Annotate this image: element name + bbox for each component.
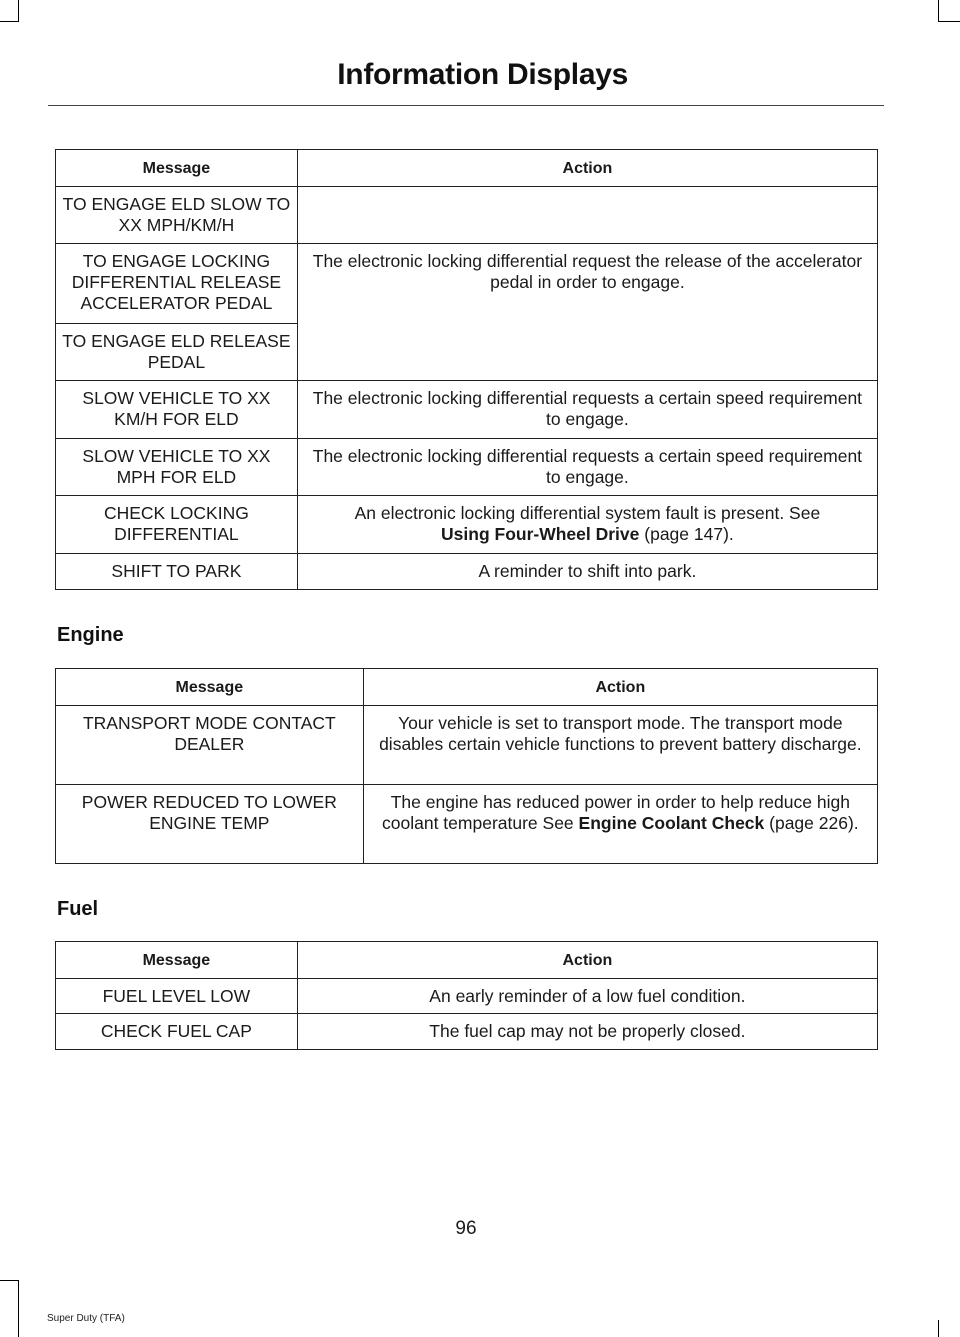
column-header-message: Message <box>56 942 298 979</box>
page-reference: (page 147). <box>639 524 734 544</box>
crop-mark <box>939 21 960 22</box>
column-header-message: Message <box>56 150 298 187</box>
table-row <box>56 244 878 324</box>
section-heading-engine: Engine <box>57 624 124 646</box>
action-cell: The electronic locking differential requests a certain speed requirement to engage. <box>297 439 877 496</box>
message-cell: CHECK FUEL CAP <box>56 1014 298 1050</box>
action-cell: Your vehicle is set to transport mode. The transport mode disables certain vehicle functions to prevent battery discharge. <box>363 706 877 785</box>
crop-mark <box>938 1320 939 1337</box>
message-table-eld <box>55 149 878 590</box>
message-cell: POWER REDUCED TO LOWER ENGINE TEMP <box>56 785 364 864</box>
table-row <box>56 187 878 244</box>
action-cell: The fuel cap may not be properly closed. <box>297 1014 877 1050</box>
message-cell: TO ENGAGE LOCKING DIFFERENTIAL RELEASE ACCELERATOR PEDAL <box>56 244 298 324</box>
table-row <box>56 1014 878 1050</box>
message-cell: TRANSPORT MODE CONTACT DEALER <box>56 706 364 785</box>
page-reference: (page 226). <box>764 813 859 833</box>
table-row <box>56 785 878 864</box>
action-cell: An early reminder of a low fuel condition. <box>297 979 877 1014</box>
footer-label: Super Duty (TFA) <box>47 1313 125 1324</box>
crop-mark <box>938 0 939 22</box>
table-row <box>56 979 878 1014</box>
message-cell: SHIFT TO PARK <box>56 554 298 590</box>
cross-reference-link[interactable]: Using Four-Wheel Drive <box>441 524 640 544</box>
action-cell <box>363 785 877 864</box>
message-cell: TO ENGAGE ELD SLOW TO XX MPH/KM/H <box>56 187 298 244</box>
column-header-action: Action <box>363 669 877 706</box>
action-cell: The electronic locking differential requests a certain speed requirement to engage. <box>297 381 877 439</box>
column-header-message: Message <box>56 669 364 706</box>
crop-mark <box>0 1280 18 1281</box>
message-table-engine <box>55 668 878 864</box>
crop-mark <box>18 0 19 22</box>
page-number: 96 <box>455 1218 477 1239</box>
action-cell <box>297 496 877 554</box>
table-row <box>56 706 878 785</box>
action-cell: A reminder to shift into park. <box>297 554 877 590</box>
column-header-action: Action <box>297 150 877 187</box>
message-cell: SLOW VEHICLE TO XX KM/H FOR ELD <box>56 381 298 439</box>
action-text: The engine has reduced power in order to help reduce high coolant temperature See <box>382 792 850 833</box>
crop-mark <box>18 1280 19 1337</box>
action-cell <box>297 187 877 244</box>
message-table-fuel <box>55 941 878 1050</box>
message-cell: FUEL LEVEL LOW <box>56 979 298 1014</box>
table-row <box>56 496 878 554</box>
section-heading-fuel: Fuel <box>57 898 99 920</box>
page-title: Information Displays <box>337 58 628 91</box>
header-divider <box>48 105 884 106</box>
crop-mark <box>0 21 18 22</box>
message-cell: SLOW VEHICLE TO XX MPH FOR ELD <box>56 439 298 496</box>
message-cell: CHECK LOCKING DIFFERENTIAL <box>56 496 298 554</box>
table-row <box>56 381 878 439</box>
message-cell: TO ENGAGE ELD RELEASE PEDAL <box>56 324 298 381</box>
cross-reference-link[interactable]: Engine Coolant Check <box>578 813 765 833</box>
table-row <box>56 439 878 496</box>
table-row <box>56 554 878 590</box>
action-cell: The electronic locking differential request the release of the accelerator pedal in order to engage. <box>297 244 877 381</box>
column-header-action: Action <box>297 942 877 979</box>
action-text: An electronic locking differential system fault is present. See <box>354 503 821 523</box>
